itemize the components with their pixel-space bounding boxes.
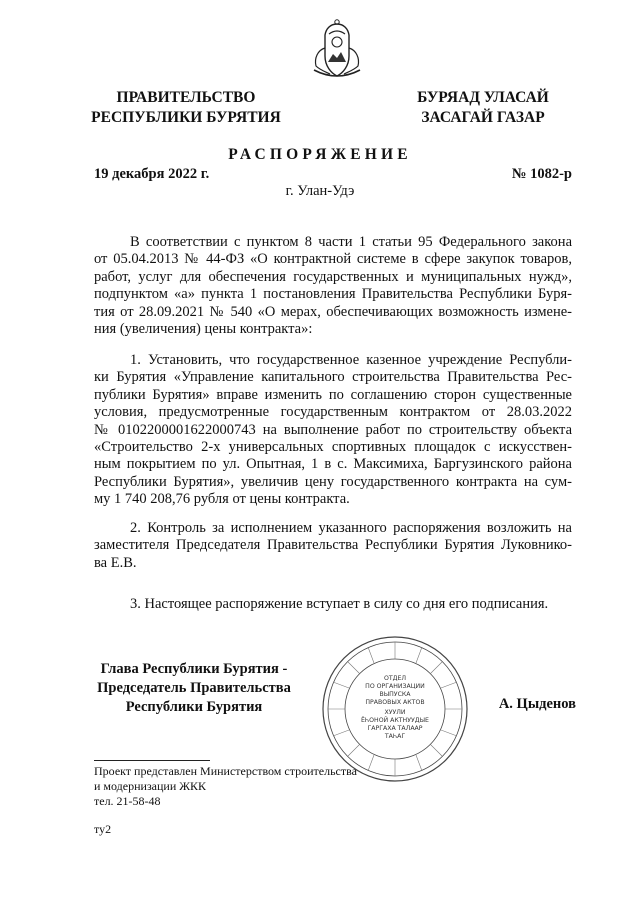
text-line: работ, услуг для обеспечения государственных и муниципальных нужд», [94, 268, 572, 285]
header-left-title [80, 88, 292, 128]
header-right-line: ЗАСАГАЙ ГАЗАР [421, 109, 545, 126]
text-line: Республики Бурятия», увеличив цену государственного контракта на сум- [94, 473, 572, 490]
stamp-text-line: ПО ОРГАНИЗАЦИИ [365, 683, 425, 690]
stamp-text-line: ГАРГАХА ТАЛААР [367, 725, 423, 732]
official-stamp [320, 634, 470, 784]
header-left-line: РЕСПУБЛИКИ БУРЯТИЯ [91, 109, 281, 126]
paragraph-item-2 [94, 520, 572, 572]
text-line: № 0102200001622000743 на выполнение работ по строительству объекта [94, 421, 572, 438]
document-date: 19 декабря 2022 г. [94, 166, 210, 182]
text-line: подпунктом «а» пункта 1 постановления Правительства Республики Буря- [94, 286, 572, 303]
paragraph-preamble [94, 234, 572, 338]
text-line: условия, предусмотренные государственным контрактом от 28.03.2022 [94, 404, 572, 421]
document-city: г. Улан-Удэ [285, 183, 355, 199]
text-line: публики Бурятия» вправе изменить по соглашению сторон существенные [94, 386, 572, 403]
signatory-title-line: Республики Бурятия [125, 699, 263, 715]
text-line: В соответствии с пунктом 8 части 1 статьи 95 Федерального закона [130, 234, 572, 250]
text-line: заместителя Председателя Правительства Республики Бурятия Луковнико- [94, 537, 572, 554]
signatory-title [74, 660, 314, 717]
text-line: «Строительство 2-х универсальных спортивных площадок с искусствен- [94, 438, 572, 455]
text-line: тия от 28.09.2021 № 540 «О мерах, обеспечивающих возможность измене- [94, 303, 572, 320]
paragraph-item-1 [94, 352, 572, 509]
stamp-text-line: ПРАВОВЫХ АКТОВ [365, 699, 425, 706]
text-line: ния (увеличения) цены контракта»: [94, 320, 313, 337]
text-line: 1. Установить, что государственное казенное учреждение Республи- [130, 352, 572, 368]
header-right-line: БУРЯАД УЛАСАЙ [417, 89, 549, 106]
stamp-text-line: ВЫПУСКА [379, 691, 411, 698]
text-line: 2. Контроль за исполнением указанного распоряжения возложить на [130, 520, 572, 536]
footer-divider [94, 760, 210, 761]
footer-line: Проект представлен Министерством строительства [94, 764, 357, 778]
header-right-title [408, 88, 558, 128]
signatory-name: А. Цыденов [498, 696, 576, 712]
footer-line: тел. 21-58-48 [94, 794, 161, 808]
coat-of-arms-icon [310, 18, 364, 80]
signatory-title-line: Председатель Правительства [97, 680, 291, 696]
footer-note [94, 764, 357, 809]
text-line: ки Бурятия «Управление капитального строительства Правительства Рес- [94, 369, 572, 386]
stamp-text-line: ТАҺАГ [384, 733, 406, 740]
document-number: № 1082-р [511, 166, 572, 182]
footer-line: и модернизации ЖКК [94, 779, 207, 793]
stamp-text-line: ХУУЛИ [384, 709, 406, 716]
paragraph-item-3 [94, 596, 572, 613]
stamp-text-line: ЁҺОНОЙ АКТНУУДЫЕ [361, 717, 429, 724]
document-type: РАСПОРЯЖЕНИЕ [228, 146, 412, 163]
stamp-text-line: ОТДЕЛ [383, 675, 407, 682]
text-line: ным покрытием по ул. Опытная, 1 в с. Максимиха, Баргузинского района [94, 456, 572, 473]
text-line: от 05.04.2013 № 44-ФЗ «О контрактной системе в сфере закупок товаров, [94, 251, 572, 268]
text-line: му 1 740 208,76 рубля от цены контракта. [94, 491, 350, 508]
header-left-line: ПРАВИТЕЛЬСТВО [116, 89, 256, 106]
text-line: ва Е.В. [94, 554, 137, 571]
signatory-title-line: Глава Республики Бурятия - [100, 661, 288, 677]
footer-tag: ту2 [94, 822, 112, 836]
text-line: 3. Настоящее распоряжение вступает в силу со дня его подписания. [130, 596, 549, 612]
